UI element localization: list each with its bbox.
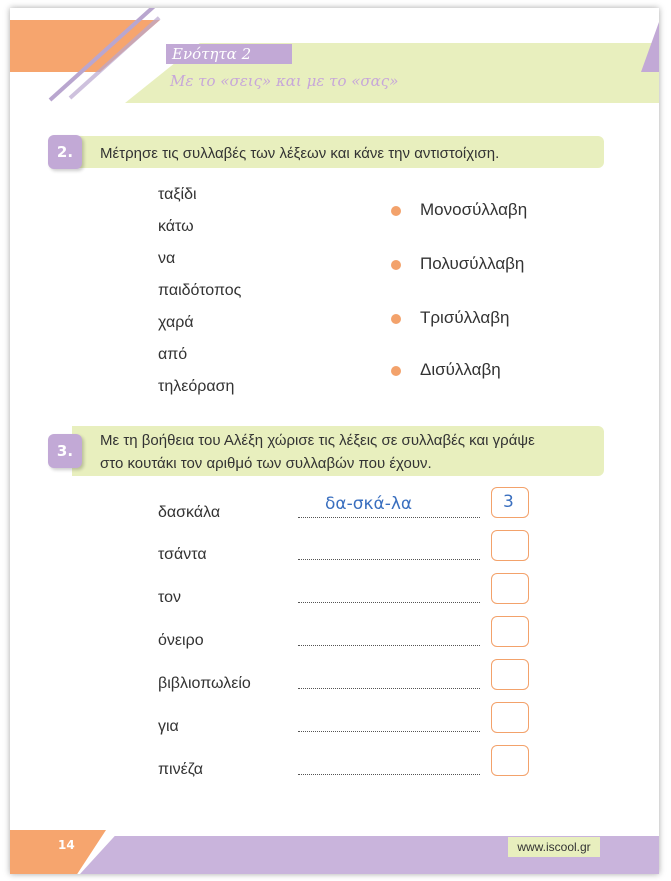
ex2-word: τηλεόραση [158,378,235,395]
ex2-option: Τρισύλλαβη [420,308,510,327]
ex3-answer-line[interactable] [298,773,480,775]
ex3-count-box[interactable] [491,530,529,561]
match-dot[interactable] [391,314,401,324]
ex2-word: παιδότοπος [158,282,242,299]
ex2-word: κάτω [158,218,194,235]
ex2-word: ταξίδι [158,186,197,203]
page-number: 14 [58,838,75,852]
ex3-answer-line[interactable] [298,644,480,646]
ex3-count-box[interactable] [491,573,529,604]
ex2-option: Μονοσύλλαβη [420,200,528,219]
ex3-word: για [158,718,179,735]
ex3-answer-line[interactable] [298,730,480,732]
ex2-word: να [158,250,176,267]
ex3-count-box[interactable] [491,745,529,776]
ex3-answer-line[interactable] [298,516,480,518]
ex3-count-box[interactable] [491,616,529,647]
match-dot[interactable] [391,366,401,376]
site-url[interactable]: www.iscool.gr [508,837,600,857]
ex3-count: 3 [503,492,514,512]
exercise-2-number: 2. [48,135,82,169]
ex3-word: τσάντα [158,546,207,563]
exercise-3-instruction-line1: Με τη βοήθεια του Αλέξη χώρισε τις λέξεις σε συλλαβές και γράψε [100,432,535,449]
ex3-answer-line[interactable] [298,601,480,603]
ex2-word: από [158,346,188,363]
ex3-answer-line[interactable] [298,558,480,560]
ex3-word: όνειρο [158,632,204,649]
unit-label: Ενότητα 2 [166,44,292,64]
ex3-count-box[interactable] [491,702,529,733]
exercise-3-number: 3. [48,434,82,468]
match-dot[interactable] [391,260,401,270]
unit-subtitle: Με το «σεις» και με το «σας» [170,72,399,90]
exercise-2-instruction: Μέτρησε τις συλλαβές των λέξεων και κάνε την αντιστοίχιση. [100,145,500,162]
match-dot[interactable] [391,206,401,216]
ex3-word: βιβλιοπωλείο [158,675,251,692]
ex2-word: χαρά [158,314,194,331]
ex3-answer-line[interactable] [298,687,480,689]
ex3-word: τον [158,589,181,606]
ex3-answer[interactable]: δα-σκά-λα [325,494,413,514]
ex3-word: δασκάλα [158,504,221,521]
ex2-option: Δισύλλαβη [420,360,501,379]
ex3-count-box[interactable] [491,659,529,690]
ex2-option: Πολυσύλλαβη [420,254,525,273]
exercise-3-instruction-line2: στο κουτάκι τον αριθμό των συλλαβών που έχουν. [100,455,432,472]
ex3-word: πινέζα [158,761,203,778]
worksheet-page [10,8,659,874]
